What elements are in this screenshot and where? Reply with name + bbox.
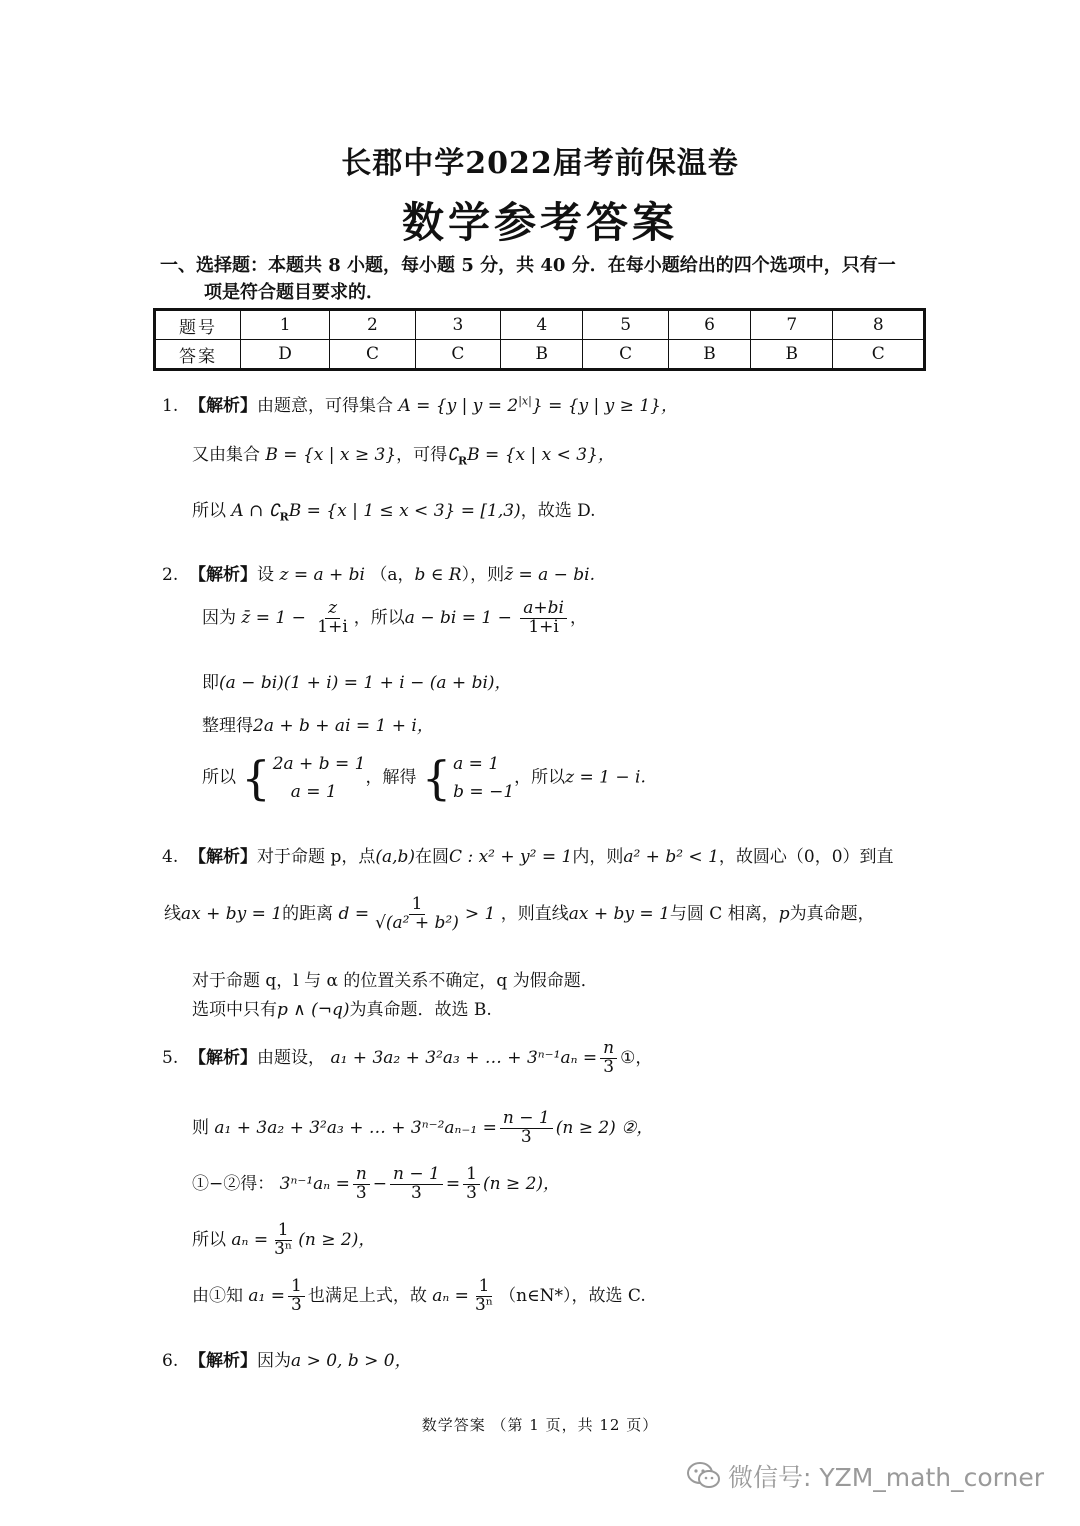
fraction-numerator: n [353,1166,370,1185]
question-number: 6. [162,1351,179,1371]
fraction-numerator: n − 1 [390,1166,443,1185]
analysis-tag: 【解析】 [189,396,258,416]
solution-2-line-2 [202,600,587,637]
fraction-denominator: 3ⁿ [474,1294,494,1315]
fraction-denominator: 3 [520,1126,532,1147]
solution-5-line-4 [192,1222,375,1259]
math-expression: ax + by = 1 [181,903,283,924]
fraction-denominator: 1+i [528,616,559,637]
solution-2-line-3 [202,668,512,693]
fraction [288,1278,305,1315]
math-expression: } = {y | y ≥ 1}， [531,396,678,416]
math-expression: ∁ [447,445,458,465]
fraction-numerator: a+bi [520,600,567,619]
solution-text: ， [569,607,587,628]
solution-text: 又由集合 [192,445,260,465]
solution-4-line-3: 对于命题 q，l 与 α 的位置关系不确定，q 为假命题． [192,971,598,991]
math-expression: z = 1 − i. [565,767,646,788]
solution-text: ，所以 [514,767,566,788]
math-expression: ax + by = 1 [568,903,670,924]
solution-5-line-3 [192,1166,560,1203]
fraction-denominator: 3 [355,1182,367,1203]
solution-text: ①−②得： [192,1173,275,1194]
solution-text: 内，则 [572,847,624,867]
answer-table [153,308,926,371]
math-expression: aₙ = [231,1229,269,1250]
fraction [390,1166,443,1203]
math-expression: 3ⁿ⁻¹aₙ = [279,1173,350,1194]
fraction-numerator: 1 [288,1278,305,1297]
math-expression: (a,b) [375,847,416,867]
table-cell-number: 2 [330,310,415,340]
solution-text: 为真命题．故选 B. [349,1000,492,1020]
equation: a = 1 [290,782,337,802]
equation: 2a + b = 1 [272,754,366,774]
solution-text: 因为 [257,1351,292,1371]
watermark [686,1458,1044,1497]
fraction [520,600,567,637]
question-number: 4. [162,847,179,867]
math-expression: p [778,903,790,924]
math-expression: p ∧ (¬q) [277,1000,350,1020]
solution-text: ，则直线 [500,903,569,924]
section-heading-line1: 一、选择题：本题共 8 小题，每小题 5 分，共 40 分．在每小题给出的四个选项中，只有一 [160,255,896,276]
math-operator: − [372,1173,388,1194]
table-cell-answer: C [583,340,668,370]
math-expression: a₁ = [248,1285,286,1306]
solution-text: 即 [202,673,219,693]
table-cell-answer: C [415,340,500,370]
analysis-tag: 【解析】 [189,1351,258,1371]
table-cell-answer: C [330,340,415,370]
answer-table-number-row [155,310,925,340]
fraction-numerator: 1 [476,1278,493,1297]
fraction-denominator: 3 [291,1294,302,1315]
document-subtitle: 数学参考答案 [401,198,678,247]
fraction-numerator: n [600,1040,617,1059]
table-cell-number: 3 [415,310,500,340]
solution-5-line-1 [162,1040,652,1077]
math-expression: A ∩ ∁ [231,501,280,521]
watermark-text: 微信号: YZM_math_corner [727,1463,1044,1492]
solution-text: ，解得 [365,767,417,788]
math-expression: B = {x | x < 3}， [467,445,615,465]
solution-text: 对于命题 p，点 [257,847,376,867]
math-superscript: |x| [518,394,532,408]
math-expression: a > 0, b > 0， [291,1351,412,1371]
fraction-numerator: 1 [463,1166,480,1185]
math-expression: C : x² + y² = 1 [449,847,573,867]
table-cell-answer: C [833,340,925,370]
analysis-tag: 【解析】 [189,847,258,867]
solution-text: 选项中只有 [192,1000,277,1020]
solution-text: 设 [257,565,275,585]
solution-text: 由题意，可得集合 [257,396,394,416]
solution-text: ，故圆心（0，0）到直 [718,847,894,867]
solution-1-line-1 [162,391,678,416]
solution-text: （a， [370,565,415,585]
solution-text: 所以 [202,767,236,788]
solution-text: ，所以 [353,607,405,628]
solution-text: ①， [620,1047,653,1068]
math-expression: (a − bi)(1 + i) = 1 + i − (a + bi)， [219,673,512,693]
fraction [600,1040,617,1077]
answer-table-answer-row [155,340,925,370]
solution-text: 因为 [202,607,236,628]
math-expression: (n ≥ 2)， [482,1173,561,1194]
fraction [372,896,462,933]
fraction-denominator: 3 [603,1056,615,1077]
math-expression: > 1 [464,903,496,924]
math-subscript: R [279,510,289,524]
fraction [271,1222,295,1259]
solution-text: ），则 [461,565,505,585]
table-cell-answer: B [751,340,833,370]
solution-text: ，故选 D. [520,501,596,521]
fraction [314,600,351,637]
table-cell-number: 4 [501,310,583,340]
solution-text: 整理得 [202,716,253,736]
solution-text: 则 [192,1117,209,1138]
fraction-denominator: √(a² + b²) [375,912,459,933]
fraction-denominator: 1+i [317,616,348,637]
math-expression: a₁ + 3a₂ + 3²a₃ + … + 3ⁿ⁻²aₙ₋₁ = [214,1117,497,1138]
solution-4-line-2 [164,896,875,933]
solution-2-line-1 [162,560,595,585]
table-cell-number: 5 [583,310,668,340]
math-expression: A = {y | y = 2 [398,396,519,416]
analysis-tag: 【解析】 [189,1047,258,1068]
fraction [472,1278,496,1315]
fraction-numerator: 1 [275,1222,292,1241]
fraction-denominator: 3ⁿ [274,1238,293,1259]
solution-1-line-2 [192,440,615,467]
table-header-number: 题号 [155,310,241,340]
table-header-answer: 答案 [155,340,241,370]
solution-text: ，可得 [396,445,448,465]
math-subscript: R [458,454,468,468]
solution-text: 与圆 C 相离， [669,903,779,924]
fraction-denominator: 3 [466,1182,477,1203]
math-expression: aₙ = [432,1285,469,1306]
page-footer: 数学答案 （第 1 页，共 12 页） [421,1416,659,1434]
fraction [353,1166,370,1203]
math-expression: a₁ + 3a₂ + 3²a₃ + … + 3ⁿ⁻¹aₙ = [330,1047,598,1068]
solution-4-line-4 [192,995,492,1020]
section-heading [160,252,896,306]
fraction-numerator: n − 1 [500,1110,553,1129]
table-cell-number: 6 [668,310,750,340]
solution-1-line-3 [192,496,596,523]
document-title: 长郡中学2022届考前保温卷 [341,146,739,181]
table-cell-answer: D [241,340,330,370]
analysis-tag: 【解析】 [189,565,258,585]
solution-text: 由题设， [257,1047,326,1068]
math-expression: (n ≥ 2) ②， [555,1117,654,1138]
solution-2-line-5 [202,750,646,806]
question-number: 5. [162,1047,179,1068]
table-cell-answer: B [501,340,583,370]
math-expression: b ∈ R [414,565,462,585]
solution-5-line-5 [192,1278,646,1315]
equation-system: { 2a + b = 1 a = 1 [241,751,366,805]
math-expression: B = {x | x ≥ 3} [265,445,397,465]
math-expression: a² + b² < 1 [623,847,719,867]
fraction [463,1166,480,1203]
solution-text: 也满足上式，故 [307,1285,427,1306]
solution-6-line-1 [162,1346,412,1371]
math-expression: B = {x | 1 ≤ x < 3} = [1,3) [288,501,521,521]
solution-2-line-4 [202,711,434,736]
table-cell-number: 8 [833,310,925,340]
table-cell-answer: B [668,340,750,370]
fraction-numerator: z [325,600,340,619]
solution-text: 线 [164,903,181,924]
math-expression: z = a + bi [279,565,365,585]
math-operator: = [445,1173,461,1194]
section-heading-line2: 项是符合题目要求的． [204,282,384,303]
math-expression: 2a + b + ai = 1 + i， [253,716,434,736]
solution-text: 所以 [192,501,226,521]
fraction-denominator: 3 [411,1182,422,1203]
equation: a = 1 [453,754,500,774]
table-cell-number: 1 [241,310,330,340]
question-number: 1. [162,396,179,416]
math-expression: z̄ = 1 − [241,607,306,628]
equation-system: { a = 1 b = −1 [421,751,515,805]
math-expression: d = [338,903,370,924]
math-expression: z̄ = a − bi. [504,565,596,585]
solution-5-line-2 [192,1110,653,1147]
math-expression: a − bi = 1 − [404,607,512,628]
solution-text: 由①知 [192,1285,243,1306]
table-cell-number: 7 [751,310,833,340]
wechat-icon [686,1461,722,1497]
solution-text: 为真命题， [789,903,875,924]
equation: b = −1 [453,782,515,802]
fraction [500,1110,553,1147]
math-expression: (n ≥ 2)， [298,1229,376,1250]
solution-4-line-1 [162,842,894,867]
solution-text: 的距离 [282,903,334,924]
solution-text: 所以 [192,1229,226,1250]
solution-text: 在圆 [415,847,450,867]
solution-text: （n∈N*），故选 C. [499,1285,646,1306]
question-number: 2. [162,565,179,585]
fraction-numerator: 1 [409,896,426,915]
